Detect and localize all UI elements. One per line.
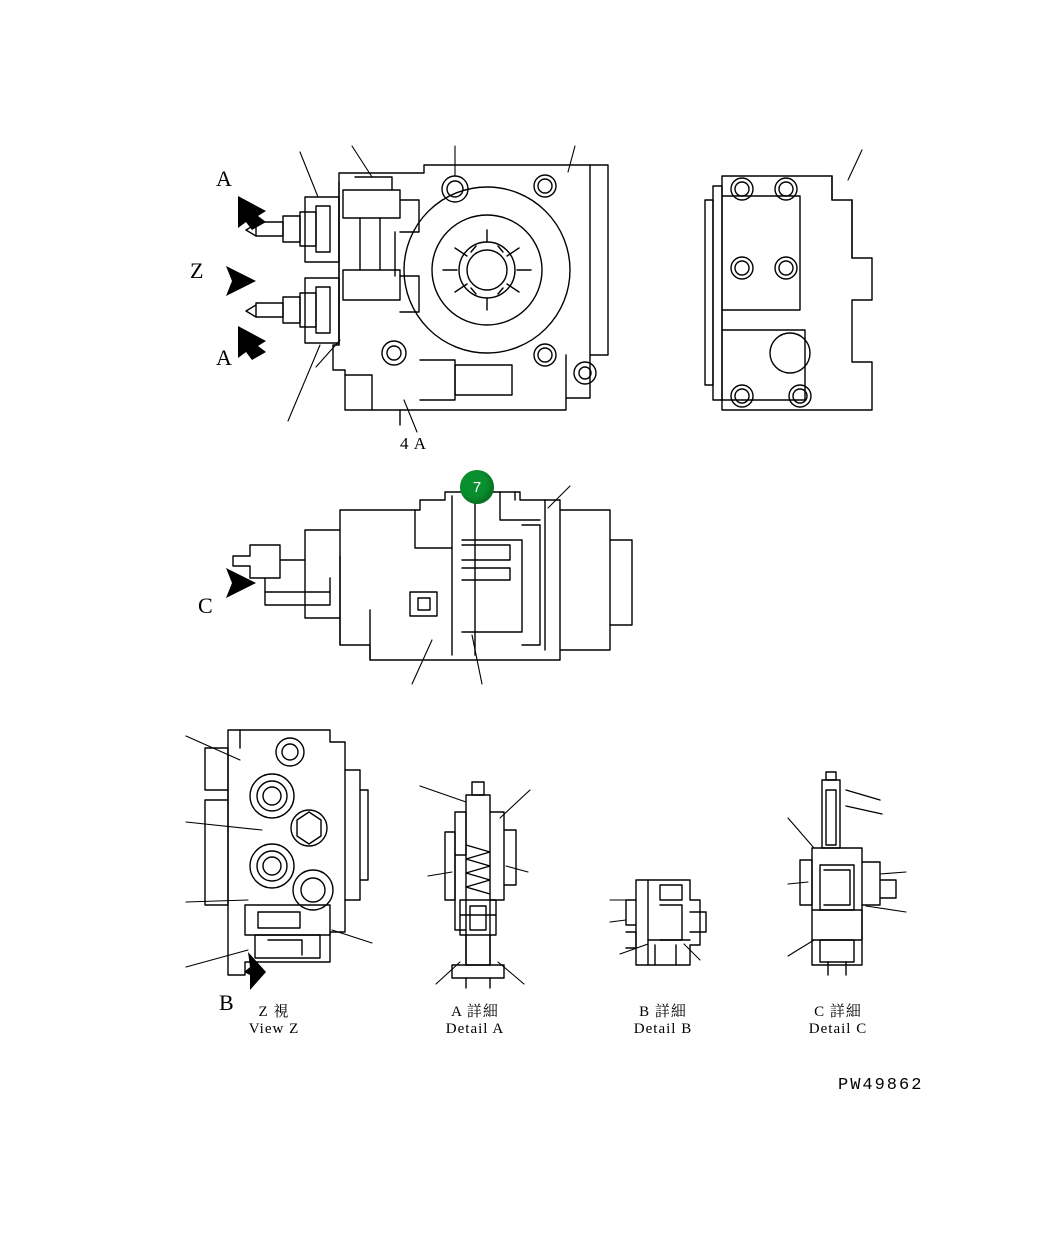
- part-number-label: 4 A: [400, 434, 428, 453]
- caption-view-z-jp: Z 視: [258, 1004, 290, 1020]
- top-right-pump-view: [705, 176, 872, 410]
- caption-view-z-en: View Z: [248, 1021, 300, 1037]
- caption-detail-a: [415, 1000, 535, 1038]
- detail-b-drawing: [626, 880, 706, 965]
- view-arrow-label-z: Z: [190, 258, 205, 283]
- top-left-pump-view: [246, 165, 608, 425]
- caption-view-z: [214, 1000, 334, 1038]
- caption-detail-c-jp: C 詳細: [814, 1004, 862, 1020]
- caption-detail-a-en: Detail A: [445, 1021, 505, 1037]
- callout-bubble-7[interactable]: [460, 470, 494, 504]
- view-arrow-label-a-top: A: [216, 166, 233, 191]
- drawing-code: PW49862: [838, 1076, 924, 1095]
- view-direction-arrows: [226, 196, 266, 990]
- caption-detail-b-jp: B 詳細: [639, 1004, 687, 1020]
- view-z-drawing: [205, 730, 368, 975]
- caption-detail-a-jp: A 詳細: [451, 1004, 499, 1020]
- caption-detail-b-en: Detail B: [633, 1021, 693, 1037]
- view-arrow-label-c: C: [198, 593, 214, 618]
- view-arrow-label-b: B: [219, 990, 235, 1015]
- callout-number: 7: [472, 478, 482, 496]
- leader-lines: [186, 146, 906, 984]
- middle-pump-view: [233, 492, 632, 660]
- view-arrow-label-a-bottom: A: [216, 345, 233, 370]
- caption-detail-c: [778, 1000, 898, 1038]
- caption-detail-c-en: Detail C: [808, 1021, 868, 1037]
- caption-detail-b: [603, 1000, 723, 1038]
